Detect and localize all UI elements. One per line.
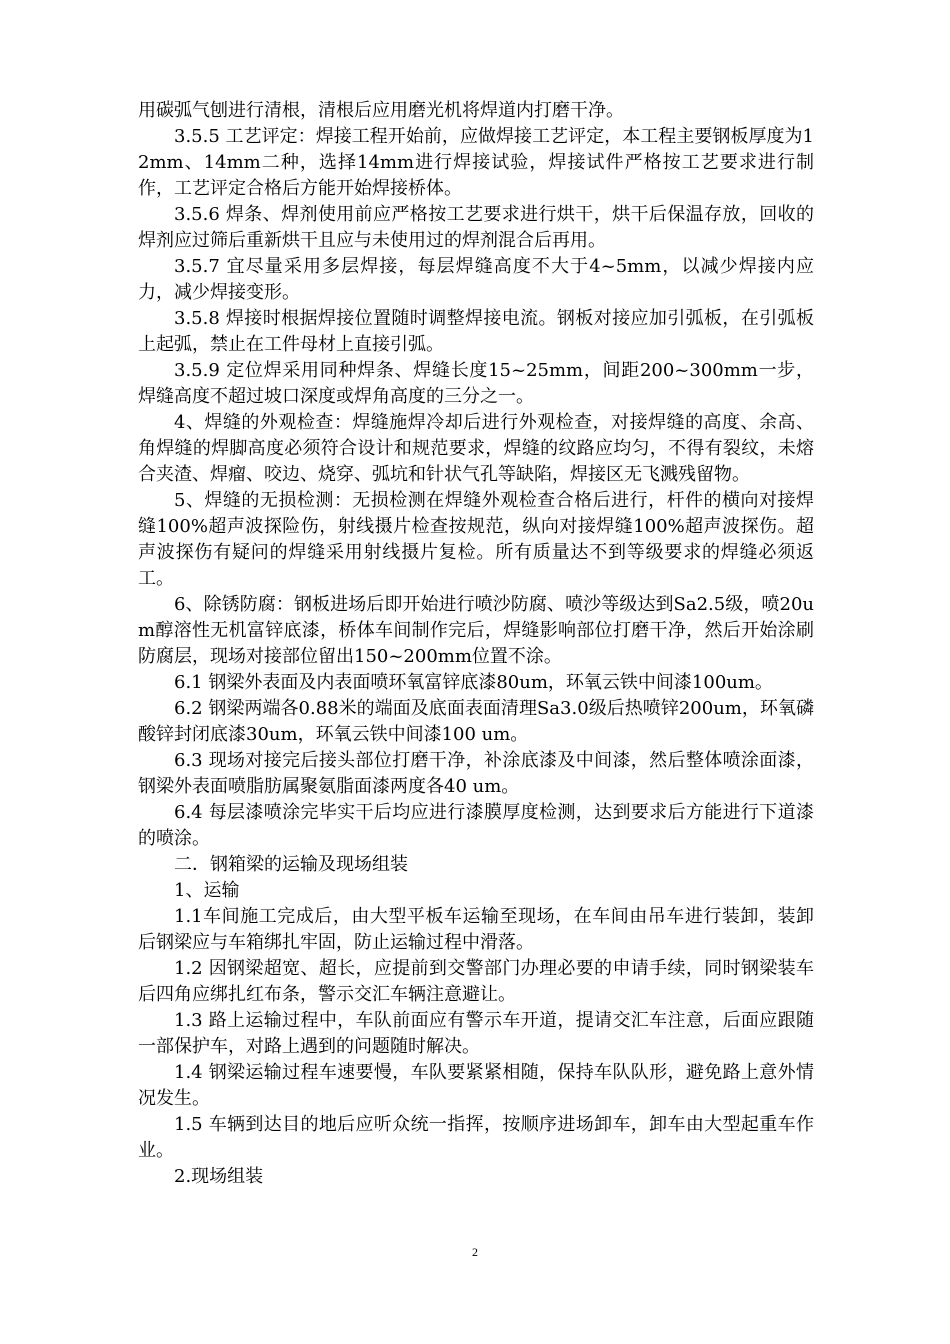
paragraph: 1.5 车辆到达目的地后应听众统一指挥，按顺序进场卸车，卸车由大型起重车作业。 [138, 1114, 814, 1161]
subsection-heading: 2.现场组装 [174, 1166, 264, 1187]
paragraph: 4、焊缝的外观检查：焊缝施焊冷却后进行外观检查，对接焊缝的高度、余高、角焊缝的焊脚高度必须符合设计和规范要求，焊缝的纹路应均匀，不得有裂纹，未熔合夹渣、焊瘤、咬边、烧穿、弧坑和针状气孔等缺陷，焊接区无飞溅残留物。 [138, 412, 814, 485]
paragraph: 1.3 路上运输过程中，车队前面应有警示车开道，提请交汇车注意，后面应跟随一部保护车，对路上遇到的问题随时解决。 [138, 1010, 814, 1057]
paragraph: 1.4 钢梁运输过程车速要慢，车队要紧紧相随，保持车队队形，避免路上意外情况发生。 [138, 1062, 814, 1109]
paragraph: 3.5.8 焊接时根据焊接位置随时调整焊接电流。钢板对接应加引弧板，在引弧板上起弧，禁止在工件母材上直接引弧。 [138, 308, 814, 355]
paragraph: 5、焊缝的无损检测：无损检测在焊缝外观检查合格后进行，杆件的横向对接焊缝100%超声波探险伤，射线摄片检查按规范，纵向对接焊缝100%超声波探伤。超声波探伤有疑问的焊缝采用射线摄片复检。所有质量达不到等级要求的焊缝必须返工。 [138, 490, 814, 589]
paragraph: 3.5.9 定位焊采用同种焊条、焊缝长度15~25mm，间距200~300mm一步，焊缝高度不超过坡口深度或焊角高度的三分之一。 [138, 360, 814, 407]
paragraph: 6.1 钢梁外表面及内表面喷环氧富锌底漆80um，环氧云铁中间漆100um。 [174, 672, 773, 693]
paragraph: 3.5.5 工艺评定：焊接工程开始前，应做焊接工艺评定，本工程主要钢板厚度为12mm、14mm二种，选择14mm进行焊接试验，焊接试件严格按工艺要求进行制作，工艺评定合格后方能开始焊接桥体。 [138, 126, 814, 199]
paragraph: 6、除锈防腐：钢板进场后即开始进行喷沙防腐、喷沙等级达到Sa2.5级，喷20um醇溶性无机富锌底漆，桥体车间制作完后，焊缝影响部位打磨干净，然后开始涂刷防腐层，现场对接部位留出150~200mm位置不涂。 [138, 594, 814, 667]
paragraph: 6.2 钢梁两端各0.88米的端面及底面表面清理Sa3.0级后热喷锌200um，环氧磷酸锌封闭底漆30um，环氧云铁中间漆100 um。 [138, 698, 814, 745]
subsection-heading: 1、运输 [174, 880, 240, 901]
paragraph: 6.3 现场对接完后接头部位打磨干净，补涂底漆及中间漆，然后整体喷涂面漆，钢梁外表面喷脂肪属聚氨脂面漆两度各40 um。 [138, 750, 814, 797]
paragraph: 6.4 每层漆喷涂完毕实干后均应进行漆膜厚度检测，达到要求后方能进行下道漆的喷涂。 [138, 802, 814, 849]
paragraph: 3.5.6 焊条、焊剂使用前应严格按工艺要求进行烘干，烘干后保温存放，回收的焊剂应过筛后重新烘干且应与未使用过的焊剂混合后再用。 [138, 204, 814, 251]
paragraph: 3.5.7 宜尽量采用多层焊接，每层焊缝高度不大于4~5mm，以减少焊接内应力，减少焊接变形。 [138, 256, 814, 303]
page-number: 2 [472, 1245, 478, 1259]
paragraph: 1.2 因钢梁超宽、超长，应提前到交警部门办理必要的申请手续，同时钢梁装车后四角应绑扎红布条，警示交汇车辆注意避让。 [138, 958, 814, 1005]
section-heading: 二．钢箱梁的运输及现场组装 [174, 854, 408, 875]
document-body [138, 98, 814, 1190]
paragraph: 用碳弧气刨进行清根，清根后应用磨光机将焊道内打磨干净。 [138, 100, 624, 121]
paragraph: 1.1车间施工完成后，由大型平板车运输至现场，在车间由吊车进行装卸，装卸后钢梁应与车箱绑扎牢固，防止运输过程中滑落。 [138, 906, 814, 953]
